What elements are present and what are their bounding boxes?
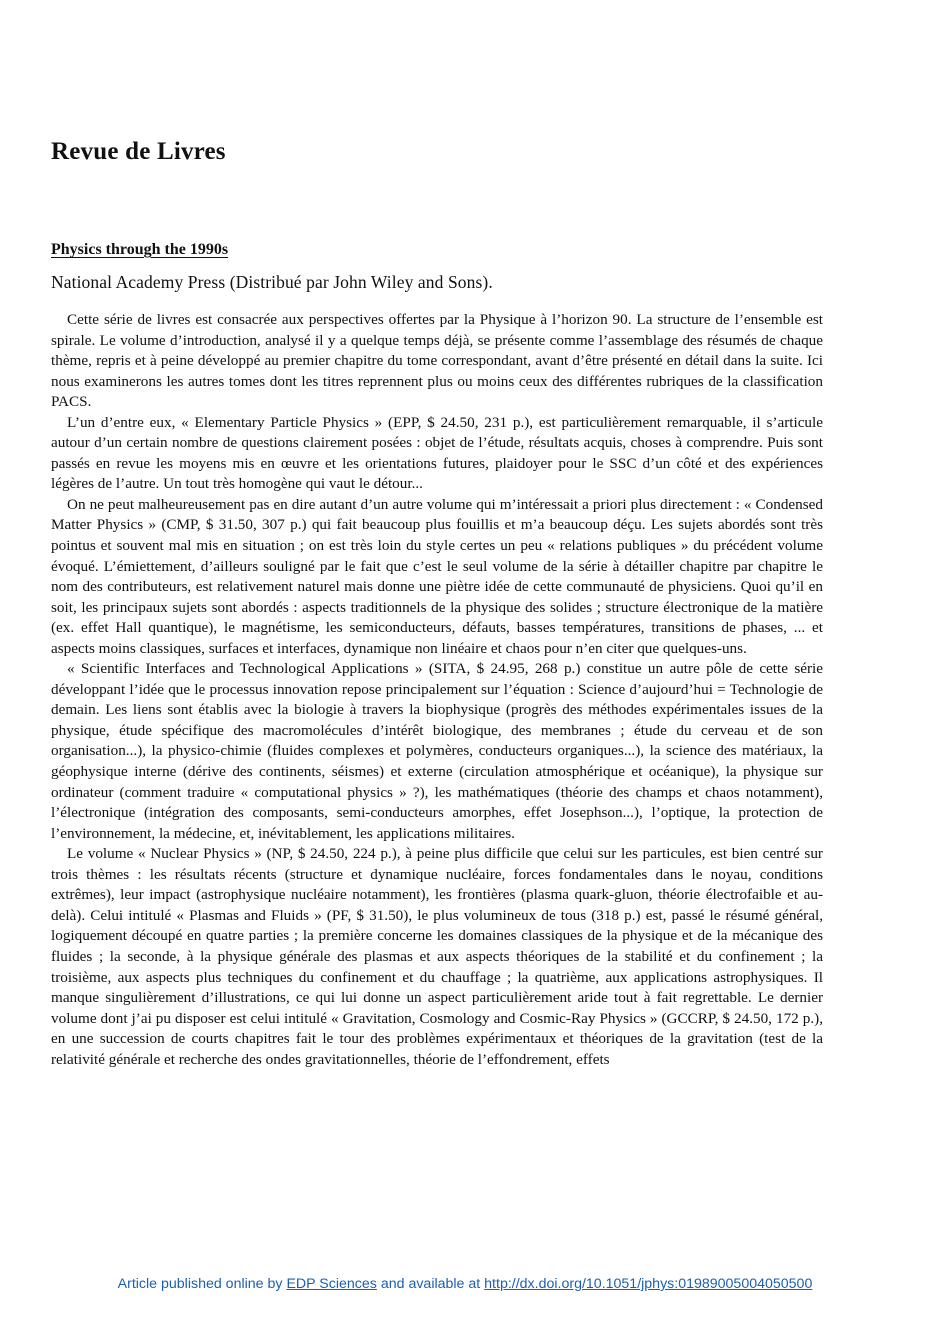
review-title: Physics through the 1990s: [51, 241, 229, 258]
paragraph: Le volume « Nuclear Physics » (NP, $ 24.50, 224 p.), à peine plus difficile que celui sur les particules, est bien centré sur trois thèmes : les résultats récents (structure et dynamique nucléaire, forces fondamentales dans le noyau, conditions extrêmes), leur impact (astrophysique nucléaire notamment), les frontières (plasma quark-gluon, théorie électrofaible et au-delà). Celui intitulé « Plasmas and Fluids » (PF, $ 31.50), le plus volumineux de tous (318 p.) est, passé le résumé général, logiquement découpé en quatre parties ; la première concerne les domaines classiques de la physique et de la mécanique des fluides ; la seconde, à la physique générale des plasmas et aux aspects théoriques de la stabilité et du confinement ; la troisième, aux aspects plus techniques du confinement et du chauffage ; la quatrième, aux applications astrophysiques. Il manque singulièrement d’illustrations, ce qui lui donne un aspect particulièrement aride tout à fait regrettable. Le dernier volume dont j’ai pu disposer est celui intitulé « Gravitation, Cosmology and Cosmic-Ray Physics » (GCCRP, $ 24.50, 172 p.), en une succession de courts chapitres fait le tour des problèmes expérimentaux et théoriques de la gravitation (test de la relativité générale et recherche des ondes gravitationnelles, théorie de l’effondrement, effets: [51, 845, 823, 1068]
footer-middle: and available at: [380, 1276, 481, 1292]
review-body: [51, 310, 823, 1070]
edp-sciences-link[interactable]: EDP Sciences: [286, 1276, 377, 1292]
paragraph: On ne peut malheureusement pas en dire autant d’un autre volume qui m’intéressait a priori plus directement : « Condensed Matter Physics » (CMP, $ 31.50, 307 p.) qui fait beaucoup plus fouillis et m’a beaucoup déçu. Les sujets abordés sont très pointus et souvent mal mis en situation ; on est très loin du style certes un peu « relations publiques » du précédent volume évoqué. L’émiettement, d’ailleurs souligné par le fait que c’est le seul volume de la série à détailler chapitre par chapitre le nom des contributeurs, est relativement naturel mais donne une piètre idée de cette communauté de physiciens. Quoi qu’il en soit, les principaux sujets sont abordés : aspects traditionnels de la physique des solides ; structure électronique de la matière (ex. effet Hall quantique), le magnétisme, les semiconducteurs, défauts, basses températures, transitions de phases, ... et aspects moins classiques, surfaces et interfaces, dynamique non linéaire et chaos pour n’en citer que quelques-uns.: [51, 495, 823, 657]
publisher-line: National Academy Press (Distribué par John Wiley and Sons).: [51, 272, 493, 292]
doi-link[interactable]: http://dx.doi.org/10.1051/jphys:01989005004050500: [484, 1276, 813, 1292]
publication-footer: [0, 1276, 930, 1292]
paragraph: « Scientific Interfaces and Technological Applications » (SITA, $ 24.95, 268 p.) constitue un autre pôle de cette série développant l’idée que le processus innovation repose principalement sur l’équation : Science d’aujourd’hui = Technologie de demain. Les liens sont établis avec la biologie à travers la biophysique (progrès des méthodes expérimentales issues de la physique, étude spécifique des macromolécules d’intérêt biologique, des membranes ; étude du cerveau et de son organisation...), la physico-chimie (fluides complexes et polymères, conducteurs organiques...), la science des matériaux, la géophysique interne (dérive des continents, séismes) et externe (circulation atmosphérique et océanique), la physique sur ordinateur (comment traduire « computational physics » ?), les mathématiques (théorie des champs et chaos notamment), l’électronique (intégration des composants, semi-conducteurs amorphes, effet Josephson...), l’optique, la protection de l’environnement, la médecine, et, inévitablement, les applications militaires.: [51, 660, 823, 842]
section-heading: Revue de Livres: [51, 138, 226, 165]
paragraph: Cette série de livres est consacrée aux perspectives offertes par la Physique à l’horizon 90. La structure de l’ensemble est spirale. Le volume d’introduction, analysé il y a quelque temps déjà, se présente comme l’assemblage des résumés de chaque thème, repris et à peine développé au premier chapitre du tome correspondant, avant d’être présenté en détail dans la suite. Ici nous examinerons les autres tomes dont les titres reprennent plus ou moins ceux des différentes rubriques de la classification PACS.: [51, 311, 823, 411]
paragraph: L’un d’entre eux, « Elementary Particle Physics » (EPP, $ 24.50, 231 p.), est particulièrement remarquable, il s’articule autour d’un certain nombre de questions clairement posées : objet de l’étude, résultats acquis, choses à comprendre. Puis sont passés en revue les moyens mis en œuvre et les orientations futures, plaidoyer pour le SSC d’un côté et des expériences légères de l’autre. Un tout très homogène qui vaut le détour...: [51, 413, 823, 493]
footer-prefix: Article published online by: [117, 1276, 283, 1292]
